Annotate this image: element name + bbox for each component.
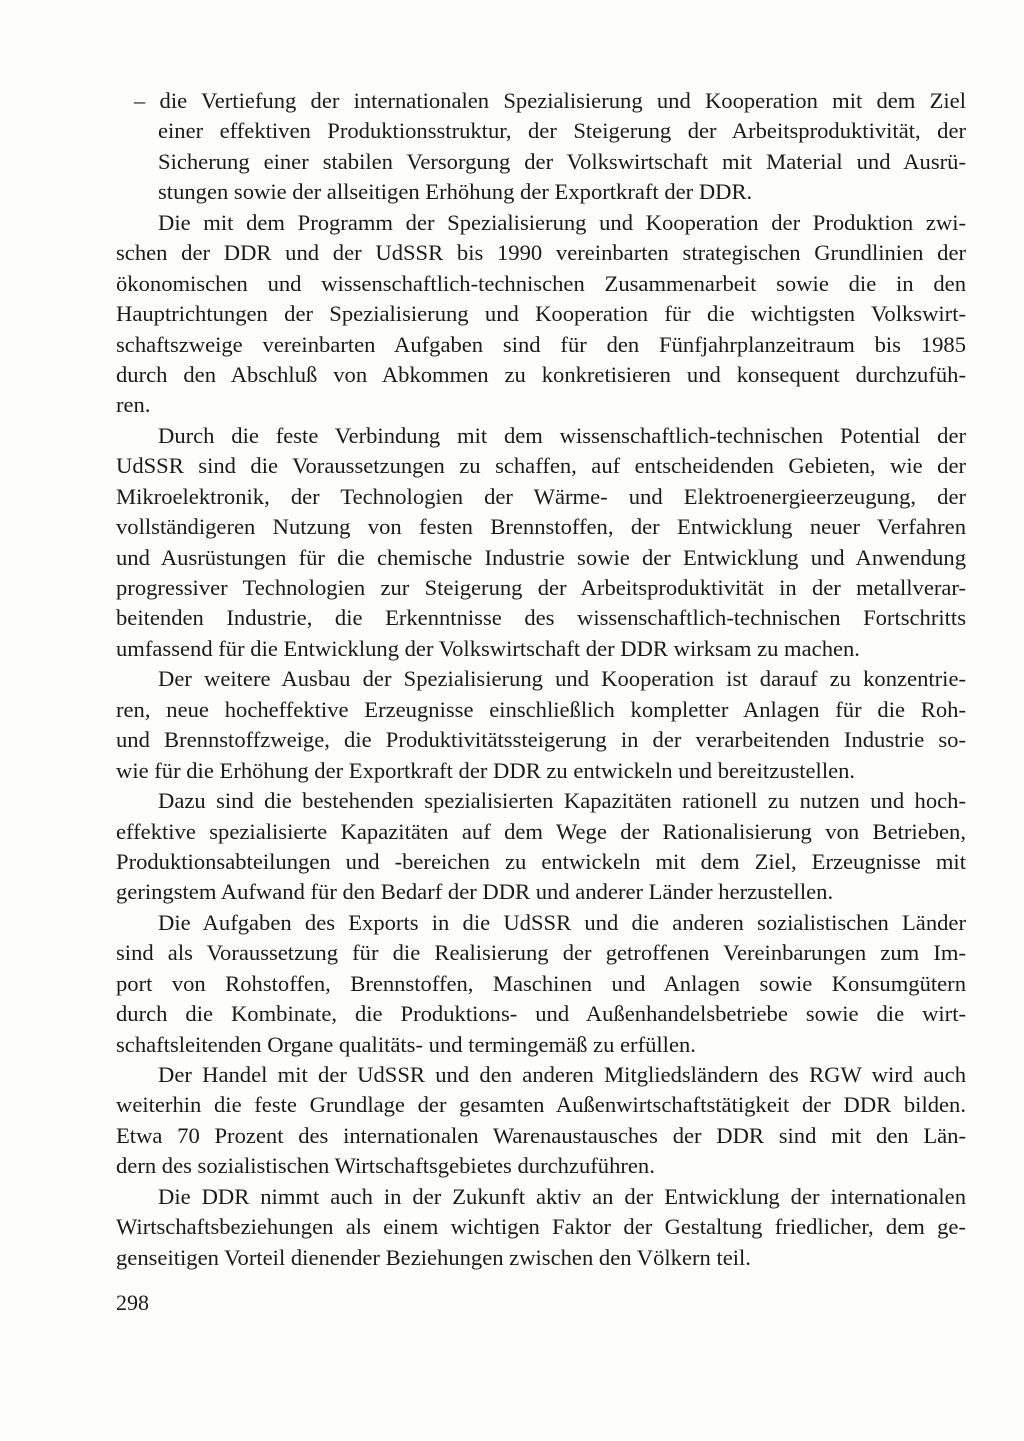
- text-line: und Ausrüstungen für die chemische Industrie sowie der Entwicklung und Anwendung: [116, 544, 966, 570]
- text-line: port von Rohstoffen, Brennstoffen, Maschinen und Anlagen sowie Konsumgütern: [116, 970, 966, 996]
- text-line: beitenden Industrie, die Erkenntnisse des wissenschaftlich-technischen Fortschritts: [116, 605, 966, 631]
- text-line: ren.: [116, 392, 151, 418]
- text-line: wie für die Erhöhung der Exportkraft der DDR zu entwickeln und bereitzustellen.: [116, 757, 856, 783]
- text-line: Die mit dem Programm der Spezialisierung und Kooperation der Produktion zwi-: [158, 209, 966, 235]
- text-line: Die Aufgaben des Exports in die UdSSR und die anderen sozialistischen Länder: [158, 909, 966, 935]
- text-line: dern des sozialistischen Wirtschaftsgebietes durchzuführen.: [116, 1153, 655, 1179]
- page-number: 298: [116, 1290, 149, 1315]
- text-line: effektive spezialisierte Kapazitäten auf dem Wege der Rationalisierung von Betrieben,: [116, 818, 966, 844]
- text-line: schaftsleitenden Organe qualitäts- und termingemäß zu erfüllen.: [116, 1031, 696, 1057]
- text-line: sind als Voraussetzung für die Realisierung der getroffenen Vereinbarungen zum Im-: [116, 940, 966, 966]
- text-line: Dazu sind die bestehenden spezialisierten Kapazitäten rationell zu nutzen und hoch-: [158, 788, 966, 814]
- text-line: progressiver Technologien zur Steigerung der Arbeitsproduktivität in der metallverar-: [116, 575, 966, 600]
- text-line: Produktionsabteilungen und -bereichen zu entwickeln mit dem Ziel, Erzeugnisse mit: [116, 848, 966, 874]
- text-line: durch die Kombinate, die Produktions- und Außenhandelsbetriebe sowie die wirt-: [116, 1001, 966, 1027]
- text-line: stungen sowie der allseitigen Erhöhung der Exportkraft der DDR.: [158, 179, 753, 205]
- text-line: umfassend für die Entwicklung der Volkswirtschaft der DDR wirksam zu machen.: [116, 635, 860, 661]
- text-line: Die DDR nimmt auch in der Zukunft aktiv an der Entwicklung der internationalen: [158, 1183, 966, 1209]
- text-line: Der weitere Ausbau der Spezialisierung und Kooperation ist darauf zu konzentrie-: [158, 666, 966, 692]
- text-line: Durch die feste Verbindung mit dem wissenschaftlich-technischen Potential der: [158, 422, 966, 448]
- text-line: Der Handel mit der UdSSR und den anderen Mitgliedsländern des RGW wird auch: [158, 1062, 966, 1087]
- text-line: ökonomischen und wissenschaftlich-technischen Zusammenarbeit sowie die in den: [116, 270, 966, 296]
- text-line: vollständigeren Nutzung von festen Brennstoffen, der Entwicklung neuer Verfahren: [116, 514, 966, 540]
- text-line: – die Vertiefung der internationalen Spezialisierung und Kooperation mit dem Ziel: [134, 88, 966, 113]
- text-line: Etwa 70 Prozent des internationalen Warenaustausches der DDR sind mit den Län-: [116, 1122, 966, 1148]
- text-line: genseitigen Vorteil dienender Beziehungen zwischen den Völkern teil.: [116, 1244, 751, 1270]
- text-line: und Brennstoffzweige, die Produktivitätssteigerung in der verarbeitenden Industrie so-: [116, 727, 966, 753]
- text-line: Sicherung einer stabilen Versorgung der Volkswirtschaft mit Material und Ausrü-: [158, 148, 966, 174]
- text-line: weiterhin die feste Grundlage der gesamten Außenwirtschaftstätigkeit der DDR bilden.: [116, 1092, 966, 1118]
- text-line: Hauptrichtungen der Spezialisierung und Kooperation für die wichtigsten Volkswirt-: [116, 301, 966, 327]
- text-line: schaftszweige vereinbarten Aufgaben sind für den Fünfjahrplanzeitraum bis 1985: [116, 331, 966, 357]
- text-line: Mikroelektronik, der Technologien der Wärme- und Elektroenergieerzeugung, der: [116, 483, 966, 509]
- text-line: ren, neue hocheffektive Erzeugnisse einschließlich kompletter Anlagen für die Roh-: [116, 696, 966, 722]
- text-line: schen der DDR und der UdSSR bis 1990 vereinbarten strategischen Grundlinien der: [116, 240, 966, 266]
- text-line: einer effektiven Produktionsstruktur, der Steigerung der Arbeitsproduktivität, der: [158, 118, 966, 144]
- body-text: [116, 86, 966, 1273]
- text-line: UdSSR sind die Voraussetzungen zu schaffen, auf entscheidenden Gebieten, wie der: [116, 453, 966, 479]
- text-line: Wirtschaftsbeziehungen als einem wichtigen Faktor der Gestaltung friedlicher, dem ge-: [116, 1214, 966, 1240]
- text-line: geringstem Aufwand für den Bedarf der DDR und anderer Länder herzustellen.: [116, 879, 834, 905]
- text-line: durch den Abschluß von Abkommen zu konkretisieren und konsequent durchzufüh-: [116, 361, 966, 387]
